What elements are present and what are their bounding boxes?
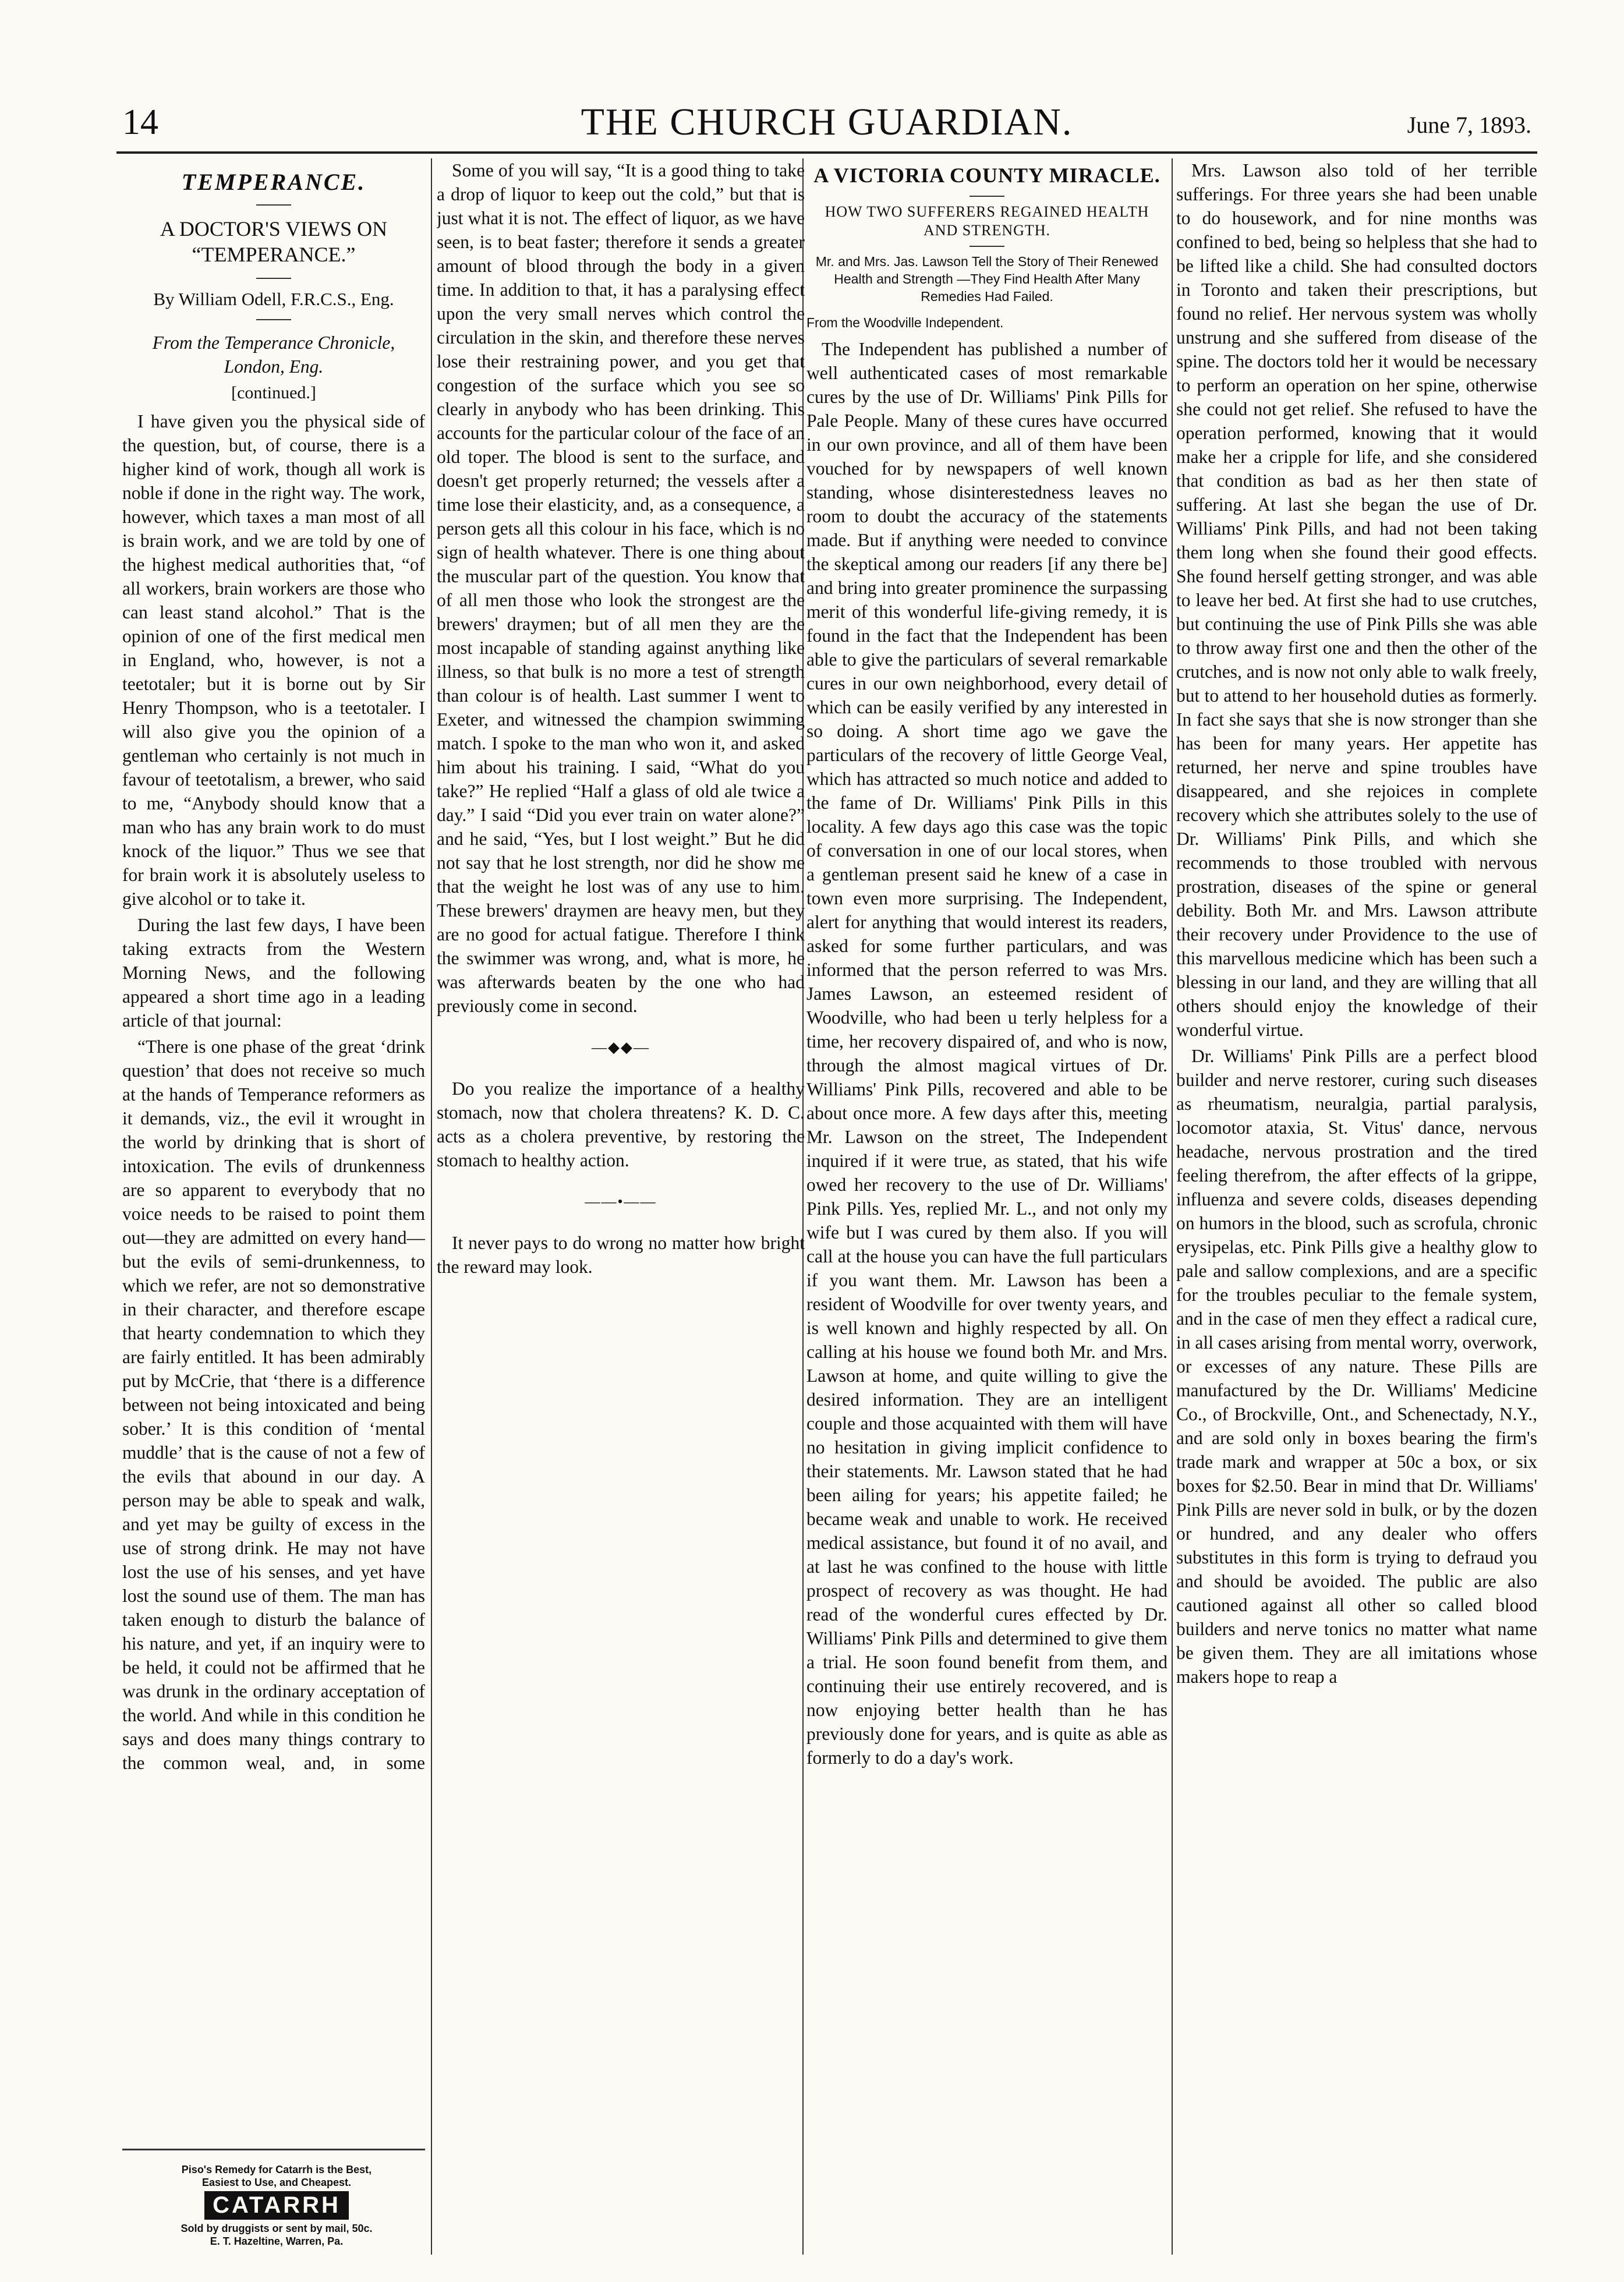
department-heading: TEMPERANCE. xyxy=(181,169,366,195)
ad-text: Piso's Remedy for Catarrh is the Best, Easiest to Use, and Cheapest. xyxy=(181,2164,372,2188)
continued-note: [continued.] xyxy=(231,383,316,402)
column-3 xyxy=(806,158,1167,2278)
ad-word: CATARRH xyxy=(204,2191,349,2220)
page-number: 14 xyxy=(122,102,158,142)
masthead: THE CHURCH GUARDIAN. xyxy=(581,101,1073,143)
catarrh-ad xyxy=(175,2163,378,2251)
ad-text: Sold by druggists or sent by mail, 50c. E. T. Hazeltine, Warren, Pa. xyxy=(181,2223,373,2247)
quoted-paragraph: “There is one phase of the great ‘drink question’ that does not receive so much at the hands of Temperance reformers as it demands, viz., the evil it wrought in the world by drinking that is short of intoxication. The evils of drunkenness are so apparent to everybody that no voice needs to be raised to point them out—they are admitted on every hand—but the evils of semi-drunkenness, to which we refer, are not so demonstrative in their character, and therefore escape that hearty condemnation to which they are fairly entitled. It has been admirably put by McCrie, that ‘there is a difference between not being intoxicated and being sober.’ It is this condition of ‘mental muddle’ that is the cause of not a few of the evils that abound in our day. A person may be able to speak and walk, and yet may be guilty of excess in the use of strong drink. He may not have lost the use of his senses, and yet have lost the sound use of them. The man has taken enough to disturb the balance of his nature, and yet, if an inquiry were to be held, it could not be affirmed that he was drunk in the ordinary acceptation of the world. And while in this condition he says and does many things contrary to the common weal, and, in some xyxy=(122,1036,425,1773)
filler-text: It never pays to do wrong no matter how bright the reward may look. xyxy=(437,1233,805,1277)
column-rule xyxy=(431,158,432,2255)
article-subhead: HOW TWO SUFFERERS REGAINED HEALTH AND STRENGTH. xyxy=(825,203,1149,239)
divider: ——•—— xyxy=(585,1193,657,1210)
page-header xyxy=(122,101,1531,150)
filler-text: Do you realize the importance of a healthy stomach, now that cholera threatens? K. D. C. acts as a cholera preventive, by restoring the stomach to healthy action. xyxy=(437,1078,805,1170)
issue-date: June 7, 1893. xyxy=(1407,112,1531,138)
divider xyxy=(970,196,1004,197)
column-4 xyxy=(1176,158,1537,2278)
header-rule xyxy=(116,151,1537,154)
divider xyxy=(970,246,1004,247)
article-headline: A VICTORIA COUNTY MIRACLE. xyxy=(813,164,1160,187)
column-rule xyxy=(1172,158,1173,2255)
article-source: From the Woodville Independent. xyxy=(806,315,1004,330)
byline: By William Odell, F.R.C.S., Eng. xyxy=(153,289,394,309)
paragraph: During the last few days, I have been taking extracts from the Western Morning News, and the following appeared a short time ago in a leading article of that journal: xyxy=(122,915,425,1031)
divider xyxy=(256,204,291,206)
paragraph: Some of you will say, “It is a good thing to take a drop of liquor to keep out the cold,” but that is just what it is not. The effect of liquor, as we have seen, is to beat faster; therefore it sends a greater amount of blood through the body in a given time. In addition to that, it has a paralysing effect upon the very small nerves which control the circulation in the skin, and therefore these nerves lose their restraining power, and you get that congestion of the surface which you see so clearly in anybody who has been drinking. This accounts for the particular colour of the face of an old toper. The blood is sent to the surface, and doesn't get properly returned; the vessels after a time lose their elasticity, and, as a consequence, a person gets all this colour in his face, which is no sign of health whatever. There is one thing about the muscular part of the question. You know that of all men those who look the strongest are the brewers' draymen; but of all men they are the most incapable of standing against anything like illness, so that bulk is no more a test of strength than colour is of health. Last summer I went to Exeter, and witnessed the champion swimming match. I spoke to the man who won it, and asked him about his training. I said, “What do you take?” He replied “Half a glass of old ale twice a day.” I said “Did you ever train on water alone?” and he said, “Yes, but I lost weight.” But he did not say that he lost strength, nor did he show me that the weight he lost was of any use to him. These brewers' draymen are heavy men, but they are no good for actual fatigue. Therefore I think the swimmer was wrong, and, what is more, he was afterwards beaten by the one who had previously come in second. xyxy=(437,160,805,1016)
divider: —◆◆— xyxy=(592,1039,650,1056)
paragraph: The Independent has published a number of well authenticated cases of most remarkable cures by the use of Dr. Williams' Pink Pills for Pale People. Many of these cures have occurred in our own province, and all of them have been vouched for by newspapers of well known standing, whose disinterestedness leaves no room to doubt the accuracy of the statements made. But if anything were needed to convince the skeptical among our readers [if any there be] and bring into greater prominence the surpassing merit of this wonderful life-giving remedy, it is found in the fact that the Independent has been able to give the particulars of several remarkable cures in our own neighborhood, every detail of which can be easily verified by any interested in so doing. A short time ago we gave the particulars of the recovery of little George Veal, which has attracted so much notice and added to the fame of Dr. Williams' Pink Pills in this locality. A few days ago this case was the topic of conversation in one of our local stores, when a gentleman present said he knew of a case in town even more surprising. The Independent, alert for anything that would interest its readers, asked for some further particulars, and was informed that the person referred to was Mrs. James Lawson, an esteemed resident of Woodville, who had been u terly helpless for a time, her recovery dispaired of, and who is now, through the almost magical virtues of Dr. Williams' Pink Pills, recovered and able to be about once more. A few days after this, meeting Mr. Lawson on the street, The Independent inquired if it were true, as stated, that his wife owed her recovery to the use of Dr. Williams' Pink Pills. Yes, replied Mr. L., and not only my wife but I was cured by them also. If you will call at the house you can have the full particulars if you want them. Mr. Lawson has been a resident of Woodville for over twenty years, and is well known and highly respected by all. On calling at his house we found both Mr. and Mrs. Lawson at home, and quite willing to give the desired information. They are an intelligent couple and those acquainted with them will have no hesitation in giving implicit confidence to their statements. Mr. Lawson stated that he had been ailing for years; his appetite failed; he became weak and unable to work. He received medical assistance, but found it of no avail, and at last he was confined to the house with little prospect of recovery as was thought. He had read of the wonderful cures effected by Dr. Williams' Pink Pills and determined to give them a trial. He soon found benefit from them, and continuing their use entirely recovered, and is now enjoying better health than he has previously done for years, and is quite as able as formerly to do a day's work. xyxy=(806,339,1167,1768)
paragraph: Mrs. Lawson also told of her terrible sufferings. For three years she had been unable to do housework, and for nine months was confined to bed, being so helpless that she had to be lifted like a child. She had consulted doctors in Toronto and taken their prescriptions, but found no relief. Her nervous system was wholly unstrung and she suffered from disease of the spine. The doctors told her it would be necessary to perform an operation on her spine, otherwise she could not get relief. She refused to have the operation performed, knowing that it would make her a cripple for life, and she considered that condition as bad as her then state of suffering. At last she began the use of Dr. Williams' Pink Pills, and had not been taking them long when she found their good effects. She found herself getting stronger, and was able to leave her bed. At first she had to use crutches, but continuing the use of Pink Pills she was able to throw away first one and then the other of the crutches, and is now not only able to walk freely, but to attend to her household duties as formerly. In fact she says that she is now stronger than she has been for many years. Her appetite has returned, her nerve and spine troubles have disappeared, and she rejoices in complete recovery which she attributes solely to the use of Dr. Williams' Pink Pills, and which she recommends to those troubled with nervous prostration, diseases of the spine or general debility. Both Mr. and Mrs. Lawson attribute their recovery under Providence to the use of this marvellous medicine which has been such a blessing in our land, and they are willing that all others should enjoy the knowledge of their wonderful virtue. xyxy=(1176,160,1537,1040)
paragraph-part xyxy=(122,1035,425,1774)
column-1 xyxy=(122,158,425,2278)
article-deck: Mr. and Mrs. Jas. Lawson Tell the Story of Their Renewed Health and Strength —They Find Health After Many Remedies Had Failed. xyxy=(815,254,1159,304)
paragraph: Dr. Williams' Pink Pills are a perfect blood builder and nerve restorer, curing such diseases as rheumatism, neuralgia, partial paralysis, locomotor ataxia, St. Vitus' dance, nervous headache, nervous prostration and the tired feeling therefrom, the after effects of la grippe, influenza and severe colds, diseases depending on humors in the blood, such as scrofula, chronic erysipelas, etc. Pink Pills give a healthy glow to pale and sallow complexions, and are a specific for the troubles peculiar to the female system, and in the case of men they effect a radical cure, in all cases arising from mental worry, overwork, or excesses of any nature. These Pills are manufactured by the Dr. Williams' Medicine Co., of Brockville, Ont., and Schenectady, N.Y., and are sold only in boxes bearing the firm's trade mark and wrapper at 50c a box, or six boxes for $2.50. Bear in mind that Dr. Williams' Pink Pills are never sold in bulk, or by the dozen or hundred, and any dealer who offers substitutes in this form is trying to defraud you and should be avoided. The public are also cautioned against all other so called blood builders and nerve tonics no matter what name be given them. They are all imitations whose makers hope to reap a xyxy=(1176,1046,1537,1687)
divider xyxy=(256,278,291,279)
divider xyxy=(122,2149,425,2150)
article-headline: A DOCTOR'S VIEWS ON “TEMPERANCE.” xyxy=(160,217,388,266)
article-source: From the Temperance Chronicle, London, Eng. xyxy=(152,332,395,377)
paragraph: I have given you the physical side of the question, but, of course, there is a higher kind of work, though all work is noble if done in the right way. The work, however, which taxes a man most of all is brain work, and we are told by one of the highest medical authorities that, “of all workers, brain workers are those who can least stand alcohol.” That is the opinion of one of the first medical men in England, who, however, is not a teetotaler; but it is borne out by Sir Henry Thompson, who is a teetotaler. I will also give you the opinion of a gentleman who certainly is not much in favour of teetotalism, a brewer, who said to me, “Anybody should know that a man who has any brain work to do must knock of the liquor.” Thus we see that for brain work it is absolutely useless to give alcohol or to take it. xyxy=(122,411,425,909)
column-2 xyxy=(437,158,805,2278)
divider xyxy=(256,319,291,320)
